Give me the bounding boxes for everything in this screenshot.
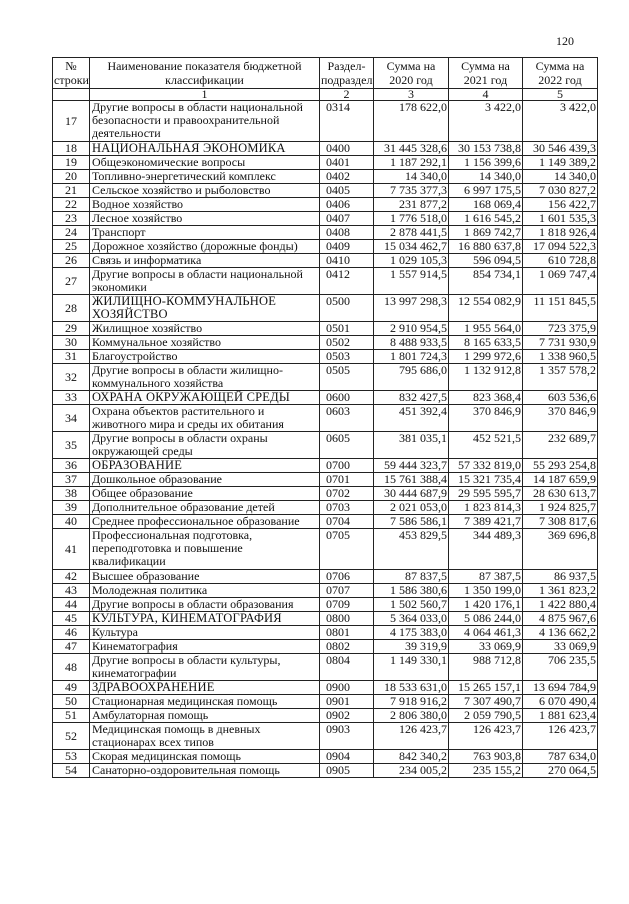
section-code: 0903 — [320, 723, 374, 750]
table-row — [53, 695, 598, 709]
table-row — [53, 226, 598, 240]
row-number: 50 — [53, 695, 90, 709]
indicator-name: Среднее профессиональное образование — [90, 515, 320, 529]
indicator-name: Другие вопросы в области национальной экономики — [90, 268, 320, 295]
table-row — [53, 170, 598, 184]
row-number: 32 — [53, 364, 90, 391]
row-number: 42 — [53, 570, 90, 584]
sum-2022: 1 361 823,2 — [523, 584, 598, 598]
table-row — [53, 295, 598, 322]
sum-2022: 232 689,7 — [523, 432, 598, 459]
indicator-name: Медицинская помощь в дневных стационарах всех типов — [90, 723, 320, 750]
row-number: 48 — [53, 654, 90, 681]
row-number: 35 — [53, 432, 90, 459]
row-number: 44 — [53, 598, 90, 612]
row-number: 18 — [53, 142, 90, 156]
sum-2020: 39 319,9 — [374, 640, 449, 654]
sum-2020: 795 686,0 — [374, 364, 449, 391]
table-row — [53, 405, 598, 432]
table-row — [53, 515, 598, 529]
sum-2021: 1 350 199,0 — [449, 584, 523, 598]
column-number: 3 — [374, 89, 449, 101]
row-number: 22 — [53, 198, 90, 212]
sum-2021: 1 616 545,2 — [449, 212, 523, 226]
sum-2021: 763 903,8 — [449, 750, 523, 764]
indicator-name: Другие вопросы в области национальной безопасности и правоохранительной деятельности — [90, 101, 320, 142]
sum-2022: 14 187 659,9 — [523, 473, 598, 487]
sum-2022: 126 423,7 — [523, 723, 598, 750]
section-code: 0703 — [320, 501, 374, 515]
sum-2021: 126 423,7 — [449, 723, 523, 750]
sum-2021: 1 869 742,7 — [449, 226, 523, 240]
sum-2020: 2 806 380,0 — [374, 709, 449, 723]
indicator-name: ОХРАНА ОКРУЖАЮЩЕЙ СРЕДЫ — [90, 391, 320, 405]
indicator-name: Лесное хозяйство — [90, 212, 320, 226]
sum-2022: 1 338 960,5 — [523, 350, 598, 364]
row-number: 49 — [53, 681, 90, 695]
sum-2020: 1 187 292,1 — [374, 156, 449, 170]
indicator-name: Другие вопросы в области культуры, кинематографии — [90, 654, 320, 681]
sum-2020: 18 533 631,0 — [374, 681, 449, 695]
sum-2020: 1 502 560,7 — [374, 598, 449, 612]
sum-2022: 1 881 623,4 — [523, 709, 598, 723]
row-number: 43 — [53, 584, 90, 598]
sum-2020: 7 918 916,2 — [374, 695, 449, 709]
indicator-name: Топливно-энергетический комплекс — [90, 170, 320, 184]
sum-2020: 842 340,2 — [374, 750, 449, 764]
sum-2022: 1 818 926,4 — [523, 226, 598, 240]
section-code: 0412 — [320, 268, 374, 295]
table-row — [53, 268, 598, 295]
sum-2020: 4 175 383,0 — [374, 626, 449, 640]
sum-2021: 370 846,9 — [449, 405, 523, 432]
sum-2022: 1 357 578,2 — [523, 364, 598, 391]
sum-2020: 453 829,5 — [374, 529, 449, 570]
sum-2022: 3 422,0 — [523, 101, 598, 142]
sum-2022: 30 546 439,3 — [523, 142, 598, 156]
indicator-name: Связь и информатика — [90, 254, 320, 268]
indicator-name: Профессиональная подготовка, переподготовка и повышение квалификации — [90, 529, 320, 570]
table-row — [53, 101, 598, 142]
indicator-name: Амбулаторная помощь — [90, 709, 320, 723]
indicator-name: КУЛЬТУРА, КИНЕМАТОГРАФИЯ — [90, 612, 320, 626]
sum-2021: 1 955 564,0 — [449, 322, 523, 336]
indicator-name: Общеэкономические вопросы — [90, 156, 320, 170]
sum-2020: 87 837,5 — [374, 570, 449, 584]
sum-2021: 15 265 157,1 — [449, 681, 523, 695]
indicator-name: Другие вопросы в области жилищно-коммунального хозяйства — [90, 364, 320, 391]
row-number: 36 — [53, 459, 90, 473]
sum-2021: 87 387,5 — [449, 570, 523, 584]
table-row — [53, 681, 598, 695]
row-number: 38 — [53, 487, 90, 501]
indicator-name: Сельское хозяйство и рыболовство — [90, 184, 320, 198]
sum-2022: 1 924 825,7 — [523, 501, 598, 515]
row-number: 24 — [53, 226, 90, 240]
section-code: 0800 — [320, 612, 374, 626]
sum-2020: 1 149 330,1 — [374, 654, 449, 681]
table-row — [53, 750, 598, 764]
sum-2020: 2 910 954,5 — [374, 322, 449, 336]
section-code: 0707 — [320, 584, 374, 598]
section-code: 0901 — [320, 695, 374, 709]
sum-2022: 787 634,0 — [523, 750, 598, 764]
row-number: 28 — [53, 295, 90, 322]
sum-2021: 1 132 912,8 — [449, 364, 523, 391]
page-number: 120 — [556, 34, 574, 48]
row-number: 19 — [53, 156, 90, 170]
table-row — [53, 322, 598, 336]
row-number: 45 — [53, 612, 90, 626]
sum-2021: 8 165 633,5 — [449, 336, 523, 350]
indicator-name: Водное хозяйство — [90, 198, 320, 212]
sum-2022: 706 235,5 — [523, 654, 598, 681]
section-code: 0406 — [320, 198, 374, 212]
table-row — [53, 487, 598, 501]
sum-2022: 156 422,7 — [523, 198, 598, 212]
section-code: 0505 — [320, 364, 374, 391]
sum-2020: 2 021 053,0 — [374, 501, 449, 515]
header-sum-2021: Сумма на 2021 год — [449, 58, 523, 89]
sum-2022: 610 728,8 — [523, 254, 598, 268]
sum-2022: 7 030 827,2 — [523, 184, 598, 198]
row-number: 37 — [53, 473, 90, 487]
table-row — [53, 254, 598, 268]
indicator-name: Высшее образование — [90, 570, 320, 584]
sum-2020: 832 427,5 — [374, 391, 449, 405]
section-code: 0705 — [320, 529, 374, 570]
section-code: 0400 — [320, 142, 374, 156]
sum-2021: 30 153 738,8 — [449, 142, 523, 156]
section-code: 0905 — [320, 764, 374, 778]
section-code: 0600 — [320, 391, 374, 405]
table-row — [53, 570, 598, 584]
sum-2021: 596 094,5 — [449, 254, 523, 268]
sum-2021: 168 069,4 — [449, 198, 523, 212]
section-code: 0900 — [320, 681, 374, 695]
header-section-code: Раздел-подраздел — [321, 59, 373, 87]
sum-2021: 5 086 244,0 — [449, 612, 523, 626]
indicator-name: Жилищное хозяйство — [90, 322, 320, 336]
section-code: 0709 — [320, 598, 374, 612]
section-code: 0314 — [320, 101, 374, 142]
sum-2020: 7 735 377,3 — [374, 184, 449, 198]
sum-2020: 381 035,1 — [374, 432, 449, 459]
column-number — [53, 89, 90, 101]
sum-2021: 452 521,5 — [449, 432, 523, 459]
sum-2021: 12 554 082,9 — [449, 295, 523, 322]
section-code: 0603 — [320, 405, 374, 432]
table-row — [53, 612, 598, 626]
sum-2021: 14 340,0 — [449, 170, 523, 184]
row-number: 27 — [53, 268, 90, 295]
section-code: 0700 — [320, 459, 374, 473]
header-indicator-name: Наименование показателя бюджетной классификации — [90, 58, 320, 89]
indicator-name: Коммунальное хозяйство — [90, 336, 320, 350]
section-code: 0902 — [320, 709, 374, 723]
section-code: 0503 — [320, 350, 374, 364]
section-code: 0405 — [320, 184, 374, 198]
section-code: 0706 — [320, 570, 374, 584]
sum-2022: 28 630 613,7 — [523, 487, 598, 501]
sum-2022: 7 308 817,6 — [523, 515, 598, 529]
row-number: 23 — [53, 212, 90, 226]
header-sum-2020: Сумма на 2020 год — [374, 58, 449, 89]
table-row — [53, 764, 598, 778]
column-number-row — [53, 89, 598, 101]
section-code: 0409 — [320, 240, 374, 254]
indicator-name: ОБРАЗОВАНИЕ — [90, 459, 320, 473]
row-number: 47 — [53, 640, 90, 654]
sum-2021: 823 368,4 — [449, 391, 523, 405]
sum-2021: 29 595 595,7 — [449, 487, 523, 501]
indicator-name: Стационарная медицинская помощь — [90, 695, 320, 709]
row-number: 51 — [53, 709, 90, 723]
sum-2022: 33 069,9 — [523, 640, 598, 654]
indicator-name: Охрана объектов растительного и животного мира и среды их обитания — [90, 405, 320, 432]
sum-2021: 1 420 176,1 — [449, 598, 523, 612]
section-code: 0502 — [320, 336, 374, 350]
sum-2022: 1 149 389,2 — [523, 156, 598, 170]
sum-2020: 1 776 518,0 — [374, 212, 449, 226]
table-row — [53, 459, 598, 473]
sum-2022: 7 731 930,9 — [523, 336, 598, 350]
section-code: 0702 — [320, 487, 374, 501]
section-code: 0802 — [320, 640, 374, 654]
header-row-number: № строки — [54, 59, 89, 87]
sum-2022: 369 696,8 — [523, 529, 598, 570]
sum-2020: 5 364 033,0 — [374, 612, 449, 626]
budget-table — [52, 57, 598, 778]
sum-2020: 126 423,7 — [374, 723, 449, 750]
row-number: 17 — [53, 101, 90, 142]
sum-2022: 13 694 784,9 — [523, 681, 598, 695]
sum-2022: 14 340,0 — [523, 170, 598, 184]
section-code: 0407 — [320, 212, 374, 226]
table-row — [53, 364, 598, 391]
sum-2020: 15 034 462,7 — [374, 240, 449, 254]
section-code: 0904 — [320, 750, 374, 764]
indicator-name: НАЦИОНАЛЬНАЯ ЭКОНОМИКА — [90, 142, 320, 156]
table-row — [53, 350, 598, 364]
row-number: 25 — [53, 240, 90, 254]
sum-2021: 344 489,3 — [449, 529, 523, 570]
section-code: 0408 — [320, 226, 374, 240]
sum-2022: 11 151 845,5 — [523, 295, 598, 322]
sum-2021: 3 422,0 — [449, 101, 523, 142]
table-row — [53, 391, 598, 405]
sum-2020: 451 392,4 — [374, 405, 449, 432]
row-number: 46 — [53, 626, 90, 640]
row-number: 29 — [53, 322, 90, 336]
sum-2020: 30 444 687,9 — [374, 487, 449, 501]
indicator-name: Другие вопросы в области охраны окружающей среды — [90, 432, 320, 459]
sum-2020: 231 877,2 — [374, 198, 449, 212]
sum-2020: 15 761 388,4 — [374, 473, 449, 487]
sum-2021: 7 307 490,7 — [449, 695, 523, 709]
indicator-name: Кинематография — [90, 640, 320, 654]
table-row — [53, 240, 598, 254]
row-number: 41 — [53, 529, 90, 570]
sum-2020: 1 029 105,3 — [374, 254, 449, 268]
table-row — [53, 584, 598, 598]
sum-2021: 1 299 972,6 — [449, 350, 523, 364]
column-number: 2 — [320, 89, 374, 101]
table-row — [53, 198, 598, 212]
sum-2021: 4 064 461,3 — [449, 626, 523, 640]
sum-2020: 234 005,2 — [374, 764, 449, 778]
indicator-name: ЗДРАВООХРАНЕНИЕ — [90, 681, 320, 695]
sum-2022: 17 094 522,3 — [523, 240, 598, 254]
sum-2022: 55 293 254,8 — [523, 459, 598, 473]
sum-2020: 59 444 323,7 — [374, 459, 449, 473]
sum-2022: 4 136 662,2 — [523, 626, 598, 640]
sum-2021: 6 997 175,5 — [449, 184, 523, 198]
row-number: 31 — [53, 350, 90, 364]
sum-2021: 33 069,9 — [449, 640, 523, 654]
section-code: 0401 — [320, 156, 374, 170]
sum-2021: 1 156 399,6 — [449, 156, 523, 170]
indicator-name: Дополнительное образование детей — [90, 501, 320, 515]
column-number: 5 — [523, 89, 598, 101]
table-row — [53, 501, 598, 515]
row-number: 20 — [53, 170, 90, 184]
table-row — [53, 654, 598, 681]
row-number: 30 — [53, 336, 90, 350]
section-code: 0701 — [320, 473, 374, 487]
sum-2021: 15 321 735,4 — [449, 473, 523, 487]
table-row — [53, 709, 598, 723]
row-number: 52 — [53, 723, 90, 750]
indicator-name: Дорожное хозяйство (дорожные фонды) — [90, 240, 320, 254]
sum-2020: 8 488 933,5 — [374, 336, 449, 350]
section-code: 0804 — [320, 654, 374, 681]
indicator-name: Транспорт — [90, 226, 320, 240]
indicator-name: Молодежная политика — [90, 584, 320, 598]
sum-2022: 603 536,6 — [523, 391, 598, 405]
sum-2022: 1 069 747,4 — [523, 268, 598, 295]
header-sum-2022: Сумма на 2022 год — [523, 58, 598, 89]
table-row — [53, 640, 598, 654]
table-row — [53, 432, 598, 459]
header-row — [53, 58, 598, 89]
indicator-name: Санаторно-оздоровительная помощь — [90, 764, 320, 778]
sum-2020: 1 801 724,3 — [374, 350, 449, 364]
indicator-name: Скорая медицинская помощь — [90, 750, 320, 764]
sum-2021: 988 712,8 — [449, 654, 523, 681]
sum-2021: 2 059 790,5 — [449, 709, 523, 723]
sum-2021: 1 823 814,3 — [449, 501, 523, 515]
section-code: 0605 — [320, 432, 374, 459]
sum-2022: 370 846,9 — [523, 405, 598, 432]
section-code: 0704 — [320, 515, 374, 529]
indicator-name: Общее образование — [90, 487, 320, 501]
sum-2020: 1 586 380,6 — [374, 584, 449, 598]
section-code: 0500 — [320, 295, 374, 322]
sum-2021: 57 332 819,0 — [449, 459, 523, 473]
sum-2022: 4 875 967,6 — [523, 612, 598, 626]
sum-2020: 14 340,0 — [374, 170, 449, 184]
sum-2022: 1 422 880,4 — [523, 598, 598, 612]
indicator-name: Дошкольное образование — [90, 473, 320, 487]
sum-2020: 1 557 914,5 — [374, 268, 449, 295]
table-row — [53, 336, 598, 350]
sum-2021: 7 389 421,7 — [449, 515, 523, 529]
indicator-name: Культура — [90, 626, 320, 640]
row-number: 40 — [53, 515, 90, 529]
table-row — [53, 626, 598, 640]
sum-2022: 86 937,5 — [523, 570, 598, 584]
sum-2020: 2 878 441,5 — [374, 226, 449, 240]
row-number: 26 — [53, 254, 90, 268]
table-row — [53, 598, 598, 612]
indicator-name: Благоустройство — [90, 350, 320, 364]
row-number: 21 — [53, 184, 90, 198]
table-row — [53, 184, 598, 198]
row-number: 54 — [53, 764, 90, 778]
section-code: 0501 — [320, 322, 374, 336]
table-row — [53, 473, 598, 487]
row-number: 34 — [53, 405, 90, 432]
sum-2022: 6 070 490,4 — [523, 695, 598, 709]
section-code: 0402 — [320, 170, 374, 184]
section-code: 0801 — [320, 626, 374, 640]
row-number: 33 — [53, 391, 90, 405]
indicator-name: Другие вопросы в области образования — [90, 598, 320, 612]
sum-2022: 723 375,9 — [523, 322, 598, 336]
row-number: 39 — [53, 501, 90, 515]
sum-2021: 854 734,1 — [449, 268, 523, 295]
sum-2022: 1 601 535,3 — [523, 212, 598, 226]
column-number: 1 — [90, 89, 320, 101]
sum-2022: 270 064,5 — [523, 764, 598, 778]
sum-2021: 16 880 637,8 — [449, 240, 523, 254]
sum-2021: 235 155,2 — [449, 764, 523, 778]
row-number: 53 — [53, 750, 90, 764]
table-row — [53, 212, 598, 226]
sum-2020: 31 445 328,6 — [374, 142, 449, 156]
table-row — [53, 156, 598, 170]
table-row — [53, 142, 598, 156]
sum-2020: 13 997 298,3 — [374, 295, 449, 322]
section-code: 0410 — [320, 254, 374, 268]
column-number: 4 — [449, 89, 523, 101]
sum-2020: 7 586 586,1 — [374, 515, 449, 529]
sum-2020: 178 622,0 — [374, 101, 449, 142]
table-row — [53, 529, 598, 570]
table-row — [53, 723, 598, 750]
indicator-name: ЖИЛИЩНО-КОММУНАЛЬНОЕ ХОЗЯЙСТВО — [90, 295, 320, 322]
